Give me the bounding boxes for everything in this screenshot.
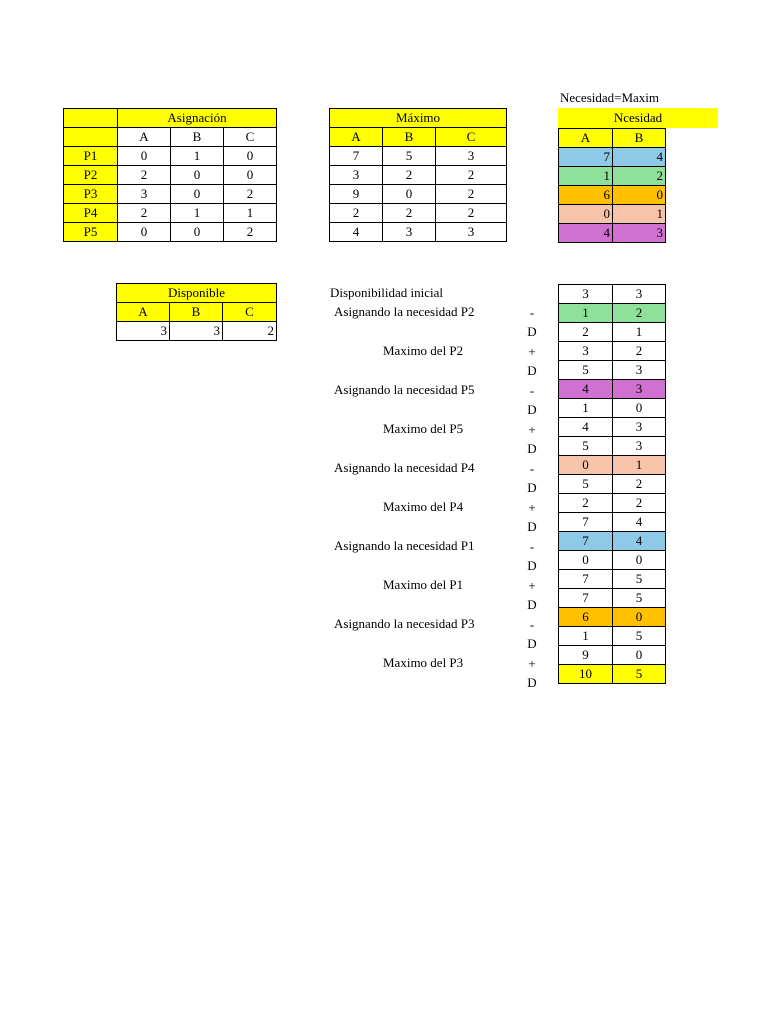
necesidad-cell[interactable]: 6 <box>559 186 613 205</box>
maximo-cell[interactable]: 0 <box>383 185 436 204</box>
necesidad-cell[interactable]: 4 <box>559 224 613 243</box>
step-operator: - <box>529 617 535 632</box>
table-row <box>559 148 666 167</box>
table-row <box>117 322 277 341</box>
step-cell[interactable]: 1 <box>559 627 613 646</box>
step-operator: + <box>528 656 536 671</box>
step-operator: D <box>527 363 537 378</box>
necesidad-cell[interactable]: 4 <box>613 148 666 167</box>
necesidad-formula-label: Necesidad=Maxim <box>560 90 660 105</box>
process-label[interactable]: P1 <box>64 147 118 166</box>
step-cell[interactable]: 0 <box>613 608 666 627</box>
step-operator: - <box>529 305 535 320</box>
step-cell[interactable]: 4 <box>613 532 666 551</box>
maximo-col-a[interactable]: A <box>330 128 383 147</box>
maximo-cell[interactable]: 2 <box>330 204 383 223</box>
step-cell[interactable]: 6 <box>559 608 613 627</box>
necesidad-col-b[interactable]: B <box>613 129 666 148</box>
step-cell[interactable]: 5 <box>559 437 613 456</box>
asignacion-cell[interactable]: 2 <box>118 204 171 223</box>
asignacion-cell[interactable]: 2 <box>118 166 171 185</box>
step-label: Asignando la necesidad P4 <box>334 460 475 475</box>
table-row <box>64 185 277 204</box>
asignacion-cell[interactable]: 1 <box>224 204 277 223</box>
step-cell[interactable]: 1 <box>613 323 666 342</box>
step-cell[interactable]: 3 <box>613 437 666 456</box>
step-cell[interactable]: 4 <box>613 513 666 532</box>
step-cell[interactable]: 3 <box>559 342 613 361</box>
maximo-cell[interactable]: 3 <box>436 147 507 166</box>
step-cell[interactable]: 7 <box>559 532 613 551</box>
step-label: Maximo del P2 <box>383 343 464 358</box>
step-cell[interactable]: 2 <box>613 475 666 494</box>
asignacion-cell[interactable]: 2 <box>224 185 277 204</box>
step-operator: + <box>528 578 536 593</box>
maximo-col-b[interactable]: B <box>383 128 436 147</box>
step-operator: + <box>528 422 536 437</box>
table-row <box>559 513 666 532</box>
asignacion-cell[interactable]: 0 <box>224 147 277 166</box>
step-cell[interactable]: 5 <box>613 589 666 608</box>
asignacion-cell[interactable]: 0 <box>171 223 224 242</box>
step-label: Asignando la necesidad P2 <box>334 304 475 319</box>
disponible-cell[interactable]: 3 <box>117 322 170 341</box>
table-row <box>330 185 507 204</box>
table-row <box>559 304 666 323</box>
process-label[interactable]: P5 <box>64 223 118 242</box>
step-cell[interactable]: 0 <box>613 551 666 570</box>
step-operator: + <box>528 344 536 359</box>
initial-availability-label: Disponibilidad inicial <box>330 285 444 300</box>
table-row <box>330 166 507 185</box>
step-cell[interactable]: 4 <box>559 380 613 399</box>
asignacion-cell[interactable]: 0 <box>171 166 224 185</box>
asignacion-corner-cell[interactable] <box>64 109 118 128</box>
necesidad-cell[interactable]: 1 <box>559 167 613 186</box>
table-row <box>64 147 277 166</box>
maximo-cell[interactable]: 2 <box>383 204 436 223</box>
asignacion-col-b[interactable]: B <box>171 128 224 147</box>
table-row <box>559 665 666 684</box>
disponible-table <box>116 283 277 341</box>
maximo-cell[interactable]: 7 <box>330 147 383 166</box>
necesidad-title[interactable]: Ncesidad <box>558 108 718 128</box>
table-row <box>64 223 277 242</box>
step-label: Maximo del P5 <box>383 421 464 436</box>
table-row <box>559 437 666 456</box>
step-cell[interactable]: 5 <box>613 570 666 589</box>
disponible-cell[interactable]: 3 <box>170 322 223 341</box>
maximo-cell[interactable]: 3 <box>436 223 507 242</box>
necesidad-cell[interactable]: 0 <box>559 205 613 224</box>
step-cell[interactable]: 3 <box>613 285 666 304</box>
maximo-cell[interactable]: 2 <box>436 185 507 204</box>
necesidad-cell[interactable]: 1 <box>613 205 666 224</box>
step-cell[interactable]: 2 <box>559 323 613 342</box>
asignacion-cell[interactable]: 3 <box>118 185 171 204</box>
step-operator: - <box>529 539 535 554</box>
step-cell[interactable]: 1 <box>559 399 613 418</box>
step-cell[interactable]: 3 <box>613 380 666 399</box>
table-row <box>559 494 666 513</box>
step-cell[interactable]: 3 <box>559 285 613 304</box>
steps-table <box>558 284 666 684</box>
maximo-cell[interactable]: 3 <box>330 166 383 185</box>
process-label[interactable]: P2 <box>64 166 118 185</box>
table-row <box>559 361 666 380</box>
maximo-cell[interactable]: 2 <box>383 166 436 185</box>
step-cell[interactable]: 7 <box>559 570 613 589</box>
table-row <box>559 399 666 418</box>
step-cell[interactable]: 0 <box>613 399 666 418</box>
table-row <box>559 627 666 646</box>
step-operator: D <box>527 636 537 651</box>
necesidad-cell[interactable]: 3 <box>613 224 666 243</box>
necesidad-table <box>558 128 666 243</box>
asignacion-cell[interactable]: 0 <box>118 147 171 166</box>
step-label: Asignando la necesidad P5 <box>334 382 475 397</box>
step-cell[interactable]: 5 <box>559 361 613 380</box>
step-operator: D <box>527 324 537 339</box>
step-cell[interactable]: 2 <box>613 342 666 361</box>
disponible-col-c[interactable]: C <box>223 303 277 322</box>
asignacion-cell[interactable]: 2 <box>224 223 277 242</box>
disponible-col-a[interactable]: A <box>117 303 170 322</box>
step-cell[interactable]: 0 <box>559 551 613 570</box>
table-row <box>559 456 666 475</box>
table-row <box>330 223 507 242</box>
table-row <box>559 475 666 494</box>
asignacion-title[interactable]: Asignación <box>118 109 277 128</box>
disponible-title[interactable]: Disponible <box>117 284 277 303</box>
step-operator: D <box>527 597 537 612</box>
necesidad-cell[interactable]: 0 <box>613 186 666 205</box>
table-row <box>559 205 666 224</box>
step-operator: D <box>527 402 537 417</box>
step-cell[interactable]: 9 <box>559 646 613 665</box>
final-availability-cell[interactable]: 5 <box>613 665 666 684</box>
asignacion-col-c[interactable]: C <box>224 128 277 147</box>
maximo-cell[interactable]: 2 <box>436 204 507 223</box>
maximo-col-c[interactable]: C <box>436 128 507 147</box>
maximo-cell[interactable]: 3 <box>383 223 436 242</box>
step-cell[interactable]: 4 <box>559 418 613 437</box>
step-operator: D <box>527 441 537 456</box>
maximo-table <box>329 108 507 242</box>
maximo-cell[interactable]: 4 <box>330 223 383 242</box>
final-availability-cell[interactable]: 10 <box>559 665 613 684</box>
step-cell[interactable]: 2 <box>613 304 666 323</box>
process-label[interactable]: P4 <box>64 204 118 223</box>
asignacion-table <box>63 108 277 242</box>
step-label: Asignando la necesidad P3 <box>334 616 475 631</box>
step-cell[interactable]: 5 <box>613 627 666 646</box>
step-cell[interactable]: 2 <box>559 494 613 513</box>
table-row <box>64 204 277 223</box>
step-cell[interactable]: 1 <box>613 456 666 475</box>
step-cell[interactable]: 2 <box>613 494 666 513</box>
table-row <box>559 342 666 361</box>
maximo-title[interactable]: Máximo <box>330 109 507 128</box>
disponible-cell[interactable]: 2 <box>223 322 277 341</box>
step-cell[interactable]: 0 <box>613 646 666 665</box>
necesidad-cell[interactable]: 7 <box>559 148 613 167</box>
table-row <box>559 224 666 243</box>
asignacion-cell[interactable]: 1 <box>171 147 224 166</box>
step-cell[interactable]: 3 <box>613 418 666 437</box>
step-operator: - <box>529 461 535 476</box>
table-row <box>559 167 666 186</box>
asignacion-cell[interactable]: 1 <box>171 204 224 223</box>
table-row <box>559 186 666 205</box>
process-label[interactable]: P3 <box>64 185 118 204</box>
step-operator: D <box>527 480 537 495</box>
asignacion-cell[interactable]: 0 <box>224 166 277 185</box>
necesidad-cell[interactable]: 2 <box>613 167 666 186</box>
step-cell[interactable]: 7 <box>559 589 613 608</box>
table-row <box>559 285 666 304</box>
asignacion-cell[interactable]: 0 <box>171 185 224 204</box>
step-cell[interactable]: 3 <box>613 361 666 380</box>
table-row <box>559 608 666 627</box>
step-operator: D <box>527 675 537 690</box>
asignacion-cell[interactable]: 0 <box>118 223 171 242</box>
step-operator: D <box>527 558 537 573</box>
maximo-cell[interactable]: 5 <box>383 147 436 166</box>
step-cell[interactable]: 7 <box>559 513 613 532</box>
table-row <box>559 589 666 608</box>
step-label: Maximo del P4 <box>383 499 464 514</box>
table-row <box>330 147 507 166</box>
asignacion-blank-cell[interactable] <box>64 128 118 147</box>
maximo-cell[interactable]: 2 <box>436 166 507 185</box>
table-row <box>559 380 666 399</box>
maximo-cell[interactable]: 9 <box>330 185 383 204</box>
step-label: Maximo del P1 <box>383 577 464 592</box>
table-row <box>330 204 507 223</box>
step-cell[interactable]: 1 <box>559 304 613 323</box>
table-row <box>559 646 666 665</box>
step-operator: - <box>529 383 535 398</box>
step-operator: D <box>527 519 537 534</box>
necesidad-col-a[interactable]: A <box>559 129 613 148</box>
table-row <box>559 323 666 342</box>
table-row <box>559 570 666 589</box>
table-row <box>559 551 666 570</box>
table-row <box>559 532 666 551</box>
step-operator: + <box>528 500 536 515</box>
table-row <box>64 166 277 185</box>
step-cell[interactable]: 0 <box>559 456 613 475</box>
asignacion-col-a[interactable]: A <box>118 128 171 147</box>
disponible-col-b[interactable]: B <box>170 303 223 322</box>
step-label: Maximo del P3 <box>383 655 464 670</box>
step-label: Asignando la necesidad P1 <box>334 538 475 553</box>
table-row <box>559 418 666 437</box>
step-cell[interactable]: 5 <box>559 475 613 494</box>
